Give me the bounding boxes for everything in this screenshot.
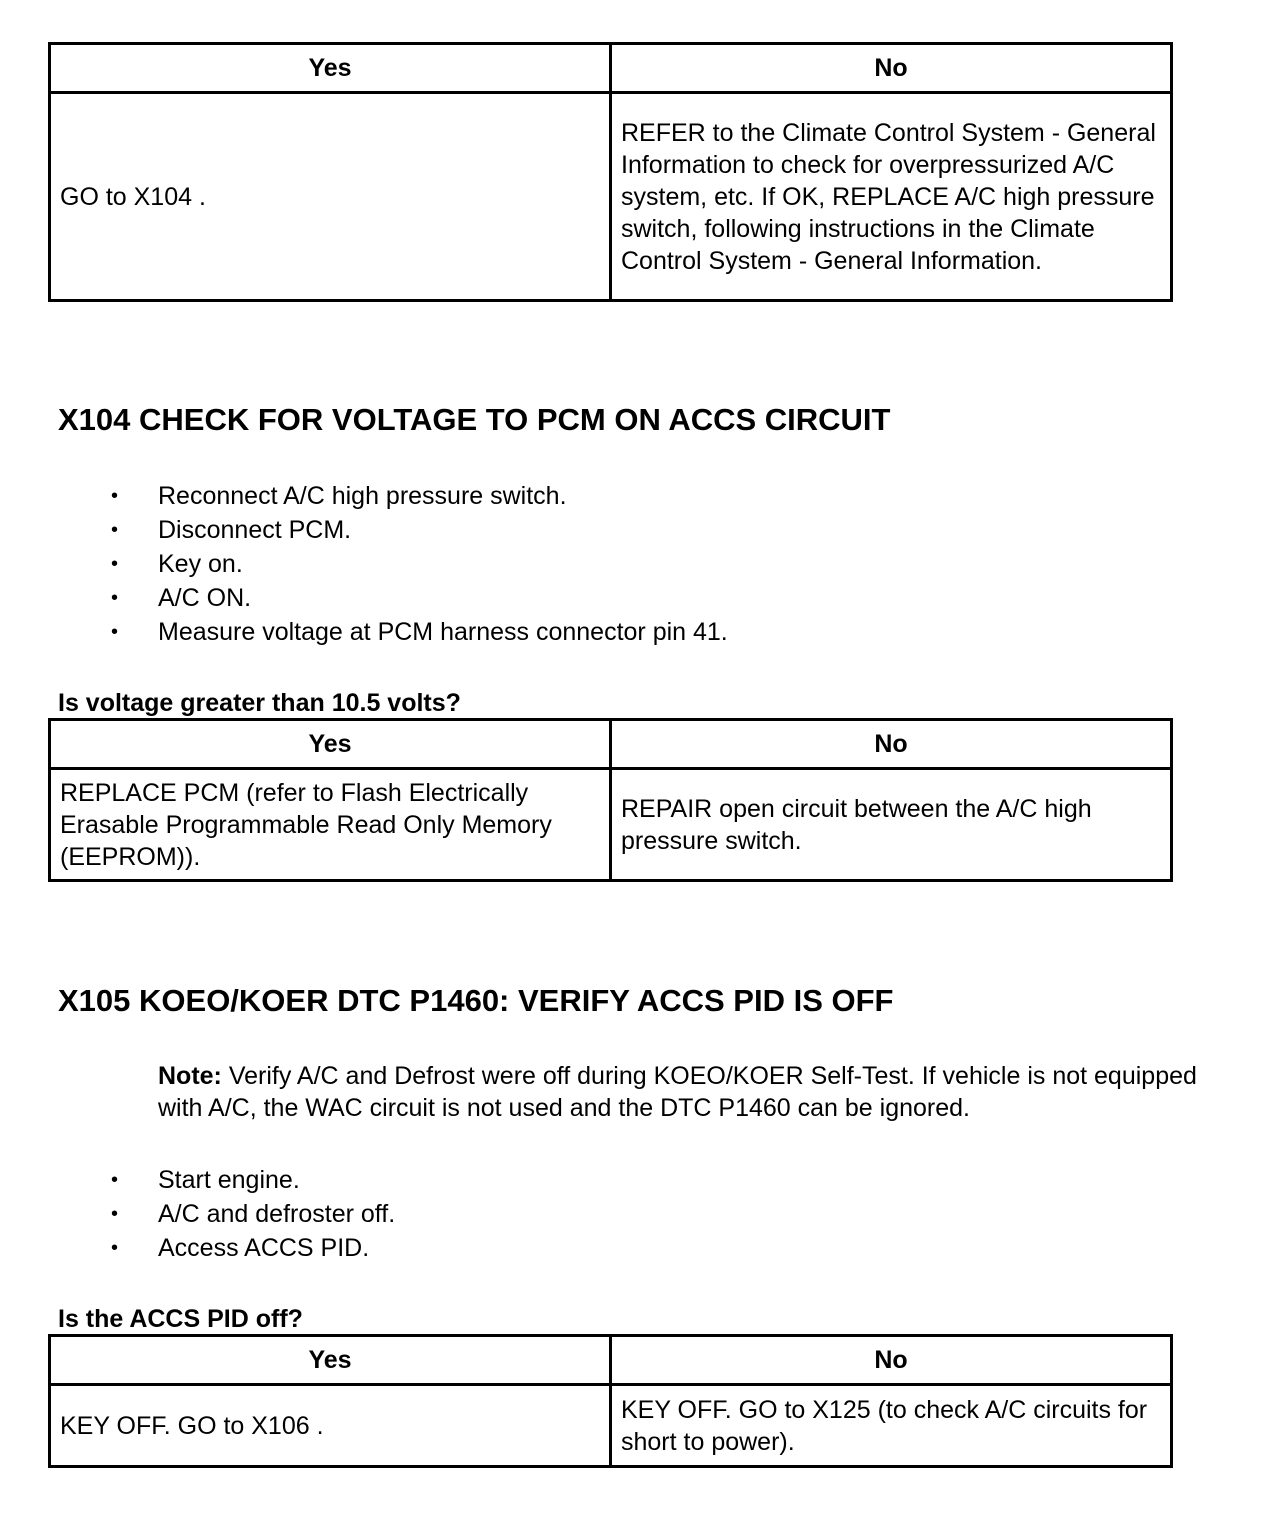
no-action-cell: REPAIR open circuit between the A/C high pressure switch. [611, 769, 1172, 881]
note-label: Note: [158, 1062, 222, 1090]
yes-action-cell: REPLACE PCM (refer to Flash Electrically Erasable Programmable Read Only Memory (EEPROM)). [50, 769, 611, 881]
bullet-icon: • [111, 553, 119, 575]
bullet-icon: • [111, 1203, 119, 1225]
bullet-icon: • [111, 1169, 119, 1191]
list-item: • A/C and defroster off. [0, 1197, 395, 1231]
no-column-header: No [611, 44, 1172, 93]
list-item: • Start engine. [0, 1163, 395, 1197]
section-heading-x105: X105 KOEO/KOER DTC P1460: VERIFY ACCS PID IS OFF [58, 983, 894, 1018]
yes-action-cell: KEY OFF. GO to X106 . [50, 1385, 611, 1467]
list-item: • Disconnect PCM. [0, 513, 728, 547]
bullet-icon: • [111, 587, 119, 609]
yes-column-header: Yes [50, 44, 611, 93]
no-action-cell: KEY OFF. GO to X125 (to check A/C circuits for short to power). [611, 1385, 1172, 1467]
no-column-header: No [611, 720, 1172, 769]
list-item: • A/C ON. [0, 581, 728, 615]
list-item: • Reconnect A/C high pressure switch. [0, 479, 728, 513]
bullet-icon: • [111, 1237, 119, 1259]
step-list-x105 [0, 1163, 395, 1265]
list-item: • Measure voltage at PCM harness connector pin 41. [0, 615, 728, 649]
no-column-header: No [611, 1336, 1172, 1385]
no-action-cell: REFER to the Climate Control System - General Information to check for overpressurized A/C system, etc. If OK, REPLACE A/C high pressure switch, following instructions in the Climate Control System - General Information. [611, 93, 1172, 301]
yes-action-cell: GO to X104 . [50, 93, 611, 301]
yes-column-header: Yes [50, 720, 611, 769]
bullet-icon: • [111, 485, 119, 507]
note-text: Verify A/C and Defrost were off during KOEO/KOER Self-Test. If vehicle is not equipped with A/C, the WAC circuit is not used and the DTC P1460 can be ignored. [158, 1062, 1197, 1122]
question-x105: Is the ACCS PID off? [58, 1305, 303, 1333]
step-list-x104 [0, 479, 728, 649]
bullet-icon: • [111, 519, 119, 541]
list-item: • Access ACCS PID. [0, 1231, 395, 1265]
result-table-x104 [48, 718, 1173, 882]
result-table-x105 [48, 1334, 1173, 1468]
section-heading-x104: X104 CHECK FOR VOLTAGE TO PCM ON ACCS CIRCUIT [58, 402, 891, 437]
yes-column-header: Yes [50, 1336, 611, 1385]
note-paragraph [158, 1060, 1218, 1124]
question-x104: Is voltage greater than 10.5 volts? [58, 689, 461, 717]
result-table-previous [48, 42, 1173, 302]
bullet-icon: • [111, 621, 119, 643]
list-item: • Key on. [0, 547, 728, 581]
